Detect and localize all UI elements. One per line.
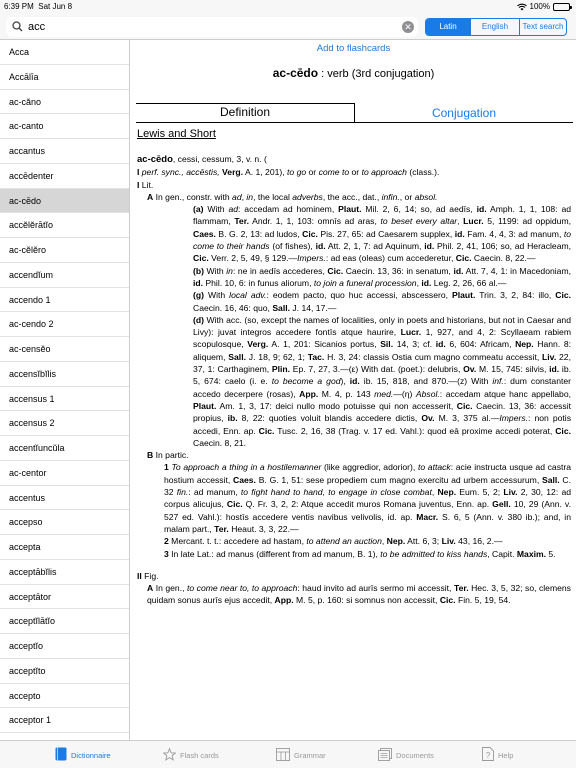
sidebar-list-item[interactable]: ac-cendo 2: [0, 312, 129, 337]
definition-paragraph: ac-cēdo, cessi, cessum, 3, v. n. (: [137, 154, 267, 165]
documents-icon: [378, 748, 392, 763]
sidebar-list-item[interactable]: ac-canto: [0, 114, 129, 139]
search-input[interactable]: [28, 19, 388, 35]
wifi-icon: [517, 3, 527, 11]
tab-grammar[interactable]: [276, 741, 326, 768]
entry-detail: [131, 40, 576, 740]
svg-text:?: ?: [485, 751, 491, 760]
search-toolbar: [0, 14, 576, 40]
sidebar-list-item[interactable]: accensus 1: [0, 387, 129, 412]
sidebar-list-item[interactable]: acceptātor: [0, 585, 129, 610]
definition-paragraph: (d) With acc. (so, except the names of localities, only in poets and historians, but not in Caesar and Livy): juvat integros accedere fontīs atque haurire, Lucr. 1, 927, and 4, 2: Scyllaeam rabiem scopulosque, Verg. A. 1, 201: Sicanios portus, Sil. 14, 3; cf. id. 6, 604: Africam, Nep. Hann. 8: aliquem, Sall. J. 18, 9; 62, 1; Tac. H. 3, 24: classis Ostia cum magno commeatu accessit, Liv. 22, 37, 1: Carthaginem, Plin. Ep. 7, 27, 3.—(ε) With dat. (poet.): delubris, Ov. M. 15, 745: silvis, id. ib. 5, 674: caelo (i. e. to become a god), id. ib. 15, 818, and 870.—(ᴢ) With inf.: dum constanter accedo decerpere (rosas), App. M. 4, p. 143 med.—(η) Absol.: accedam atque hanc appellabo, Plaut. Am. 1, 3, 17: deici nullo modo potuisse qui non accesserit, Cic. Caecin. 13, 36: accessit propius, ib. 8, 22: quoties voluit blandis accedere dictis, Ov. M. 3, 375 al.—Impers.: non potis accedi, Enn. ap. Cic. Tusc. 2, 16, 38 (Trag. v. 17 ed. Vahl.): quod eā proxime accedi poterat, Cic. Caecin. 8, 21.: [193, 314, 572, 448]
sidebar-list-item[interactable]: ac-cĕlĕro: [0, 238, 129, 263]
definition-paragraph: (a) With ad: accedam ad hominem, Plaut. Mil. 2, 6, 14; so, ad aedīs, id. Amph. 1, 1, 108: ad flammam, Ter. Andr. 1, 1, 103: omnīs ad aras, to beset every altar, Lucr. 5, 1199: ad oppidum, Caes. B. G. 2, 13: ad ludos, Cic. Pis. 27, 65: ad Caesarem supplex, id. Fam. 4, 4, 3: ad manum, to come to their hands (of fishes), id. Att. 2, 1, 7: ad Aquinum, id. Phil. 2, 41, 106; so, ad Heracleam, Cic. Verr. 2, 5, 49, § 129.—Impers.: ad eas (oleas) cum accederetur, Cic. Caecin. 8, 22.—: [193, 204, 572, 264]
sidebar-list-item[interactable]: accentus: [0, 486, 129, 511]
definition-paragraph: I Lit.: [137, 179, 154, 190]
tab-definition[interactable]: Definition: [136, 103, 354, 123]
sidebar-list-item[interactable]: accantus: [0, 139, 129, 164]
paragraph-gap: [137, 560, 571, 570]
tab-label: Flash cards: [180, 750, 219, 760]
search-box[interactable]: [6, 17, 418, 37]
definition-paragraph: 3 In late Lat.: ad manus (different from ad manum, B. 1), to be admitted to kiss hands, Capit. Maxim. 5.: [164, 548, 556, 559]
sidebar-list-item[interactable]: accensus 2: [0, 411, 129, 436]
definition-paragraph: B In partic.: [147, 450, 189, 461]
segment-english[interactable]: English: [470, 19, 519, 35]
sidebar-list-item[interactable]: acceptĭo: [0, 634, 129, 659]
sidebar-list-item[interactable]: accensĭbĭlis: [0, 362, 129, 387]
status-time: 6:39 PM Sat Jun 8: [4, 2, 73, 11]
sidebar-list-item[interactable]: Accālīa: [0, 65, 129, 90]
tab-label: Grammar: [294, 750, 326, 760]
add-to-flashcards-link[interactable]: Add to flashcards: [316, 43, 391, 54]
sidebar-list-item[interactable]: accepto: [0, 684, 129, 709]
bottom-tab-bar: [0, 740, 576, 768]
sidebar-list-item[interactable]: ac-censĕo: [0, 337, 129, 362]
sidebar-list-item[interactable]: ac-cēdo: [0, 189, 129, 214]
headword-info: : verb (3rd conjugation): [321, 68, 435, 80]
definition-text: [137, 153, 571, 607]
segment-text-search[interactable]: Text search: [519, 19, 566, 35]
definition-paragraph: 1 To approach a thing in a hostilemanner (like aggredior, adorior), to attack: acie instructa usque ad castra hostium accessit, Caes. B. G. 1, 51: sese propediem cum magno exercitu ad urbem accessurum, Sall. C. 32 fin.: ad manum, to fight hand to hand, to engage in close combat, Nep. Eum. 5, 2; Liv. 2, 30, 12: ad corpus alicujus, Cic. Q. Fr. 3, 2, 2: Atque accedit muros Romana juventus, Enn. ap. Gell. 10, 29 (Ann. v. 527 ed. Vahl.): hostīs accedere ventis navibus velivolis, id. ap. Macr. S. 6, 5 (Ann. v. 380 ib.); and, in malam part., Ter. Heaut. 3, 3, 22.—: [164, 462, 572, 534]
headword-line: [131, 66, 576, 80]
sidebar-list-item[interactable]: acceptĭlātĭo: [0, 609, 129, 634]
sidebar-list-item[interactable]: accentĭuncŭla: [0, 436, 129, 461]
star-icon: [163, 748, 176, 763]
definition-paragraph: A In gen., constr. with ad, in, the local adverbs, the acc., dat., infin., or absol.: [147, 191, 438, 202]
tab-label: Documents: [396, 750, 434, 760]
sidebar-list-item[interactable]: accendĭum: [0, 263, 129, 288]
status-bar: [0, 0, 576, 14]
definition-paragraph: A In gen., to come near to, to approach: haud invito ad aurīs sermo mi accessit, Ter. Hec. 3, 5, 32; so, clemens quidam sonus aurīs ejus accedit, App. M. 5, p. 160: si somnus non accessit, Cic. Fin. 5, 19, 54.: [147, 583, 571, 606]
search-mode-segmented-control[interactable]: [425, 18, 567, 36]
headword: ac-cēdo: [272, 66, 319, 80]
tab-conjugation[interactable]: Conjugation: [355, 103, 573, 123]
sidebar-list-item[interactable]: acceptābĭlis: [0, 560, 129, 585]
book-icon: [55, 747, 67, 763]
clear-search-icon[interactable]: ✕: [402, 21, 414, 33]
definition-paragraph: (g) With local adv.: eodem pacto, quo huc accessi, abscessero, Plaut. Trin. 3, 2, 84: illo, Cic. Caecin. 16, 46: quo, Sall. J. 14, 17.—: [193, 290, 572, 313]
sidebar-list-item[interactable]: Acca: [0, 40, 129, 65]
tab-help[interactable]: [482, 741, 513, 768]
tab-dictionnaire[interactable]: [55, 741, 111, 768]
search-icon: [12, 21, 23, 32]
sidebar-list-item[interactable]: accendo 1: [0, 288, 129, 313]
dictionary-source: Lewis and Short: [137, 128, 216, 140]
sidebar-list-item[interactable]: acceptĭto: [0, 659, 129, 684]
sidebar-list-item[interactable]: accĕlĕrātĭo: [0, 213, 129, 238]
grammar-icon: [276, 748, 290, 763]
word-list-sidebar[interactable]: [0, 40, 130, 740]
sidebar-list-item[interactable]: accepso: [0, 510, 129, 535]
definition-paragraph: (b) With in: ne in aedīs accederes, Cic. Caecin. 13, 36: in senatum, id. Att. 7, 4, 1: in Macedoniam, id. Phil. 10, 6: in funus aliorum, to join a funeral procession, id. Leg. 2, 26, 66 al.—: [193, 265, 571, 288]
sidebar-list-item[interactable]: ac-centor: [0, 461, 129, 486]
definition-paragraph: I perf. sync., accēstis, Verg. A. 1, 201), to go or come to or to approach (class.).: [137, 167, 440, 178]
tab-flash-cards[interactable]: [163, 741, 219, 768]
sidebar-list-item[interactable]: accepta: [0, 535, 129, 560]
definition-paragraph: II Fig.: [137, 570, 159, 581]
battery-percent: 100%: [529, 2, 550, 11]
sidebar-list-item[interactable]: ac-căno: [0, 90, 129, 115]
tab-label: Dictionnaire: [71, 750, 111, 760]
definition-paragraph: 2 Mercant. t. t.: accedere ad hastam, to attend an auction, Nep. Att. 6, 3; Liv. 43, 16, 2.—: [164, 536, 503, 547]
tab-documents[interactable]: [378, 741, 434, 768]
tab-label: Help: [498, 750, 514, 760]
sidebar-list-item[interactable]: acceptor 1: [0, 708, 129, 733]
help-icon: [482, 747, 494, 763]
sidebar-list-item[interactable]: accēdenter: [0, 164, 129, 189]
battery-icon: [553, 3, 570, 11]
segment-latin[interactable]: Latin: [426, 19, 470, 35]
definition-tabs: [136, 103, 573, 123]
status-right: [517, 2, 570, 11]
